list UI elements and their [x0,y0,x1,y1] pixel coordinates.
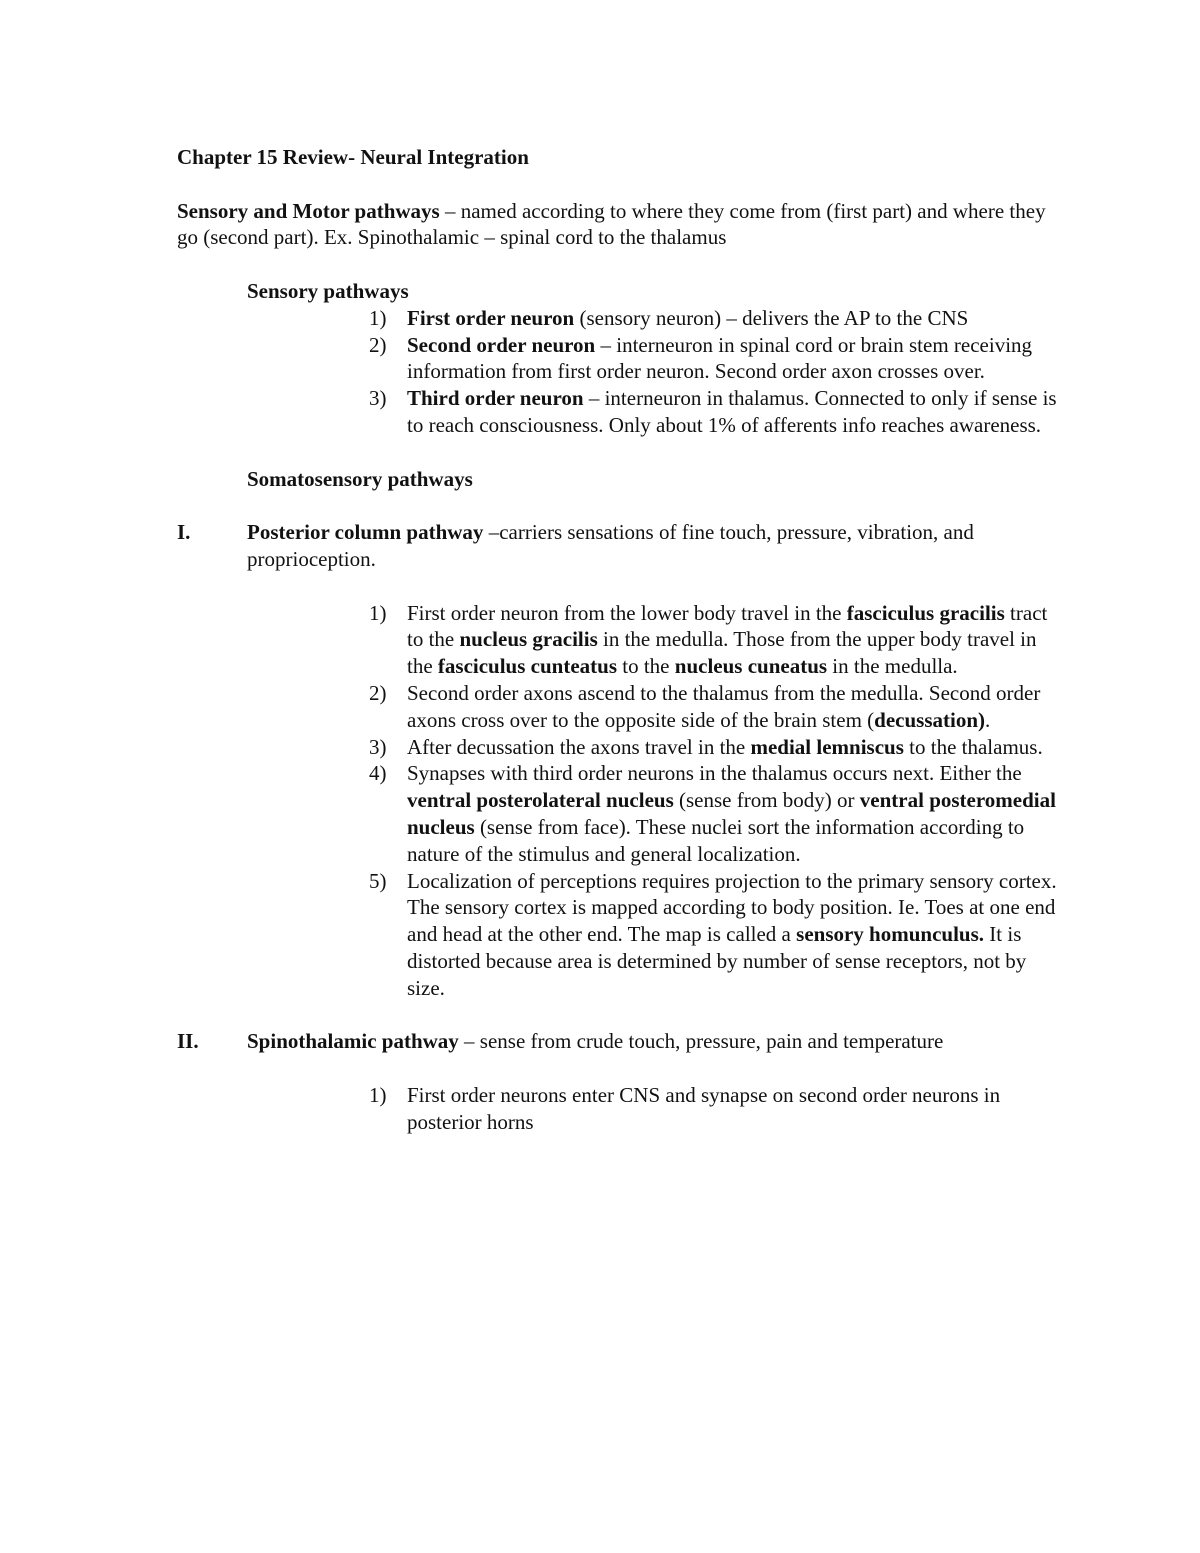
section-text: –carriers sensations of fine touch, pressure, vibration, and proprioception. [247,520,974,571]
page-title: Chapter 15 Review- Neural Integration [177,145,529,169]
section-term: Posterior column pathway [247,520,484,545]
list-item: 3) Third order neuron – interneuron in thalamus. Connected to only if sense is to reach consciousness. Only about 1% of afferents info reaches awareness. [369,386,1057,437]
list-number: 4) [369,761,387,786]
section-term: Spinothalamic pathway [247,1029,459,1054]
list-number: 3) [369,734,387,759]
list-item: 2) Second order neuron – interneuron in spinal cord or brain stem receiving information from first order neuron. Second order axon crosses over. [369,332,1033,384]
list-item: 4) Synapses with third order neurons in the thalamus occurs next. Either the ventral posterolateral nucleus (sense from body) or ventral posteromedial nucleus (sense from face). These nuclei sort the information according to nature of the stimulus and general localization. [369,761,1056,866]
somato-sections [177,519,1057,1135]
intro-term: Sensory and Motor pathways [177,198,440,223]
list-item: 1) First order neuron from the lower body travel in the fasciculus gracilis tract to the nucleus gracilis in the medulla. Those from the upper body travel in the fasciculus cunteatus to the nucleus cuneatus in the medulla. [369,600,1048,679]
section-heading [177,1028,1057,1055]
section-number: II. [177,1029,199,1054]
section-list [177,1082,1057,1136]
somato-heading: Somatosensory pathways [247,466,473,491]
list-item: 5) Localization of perceptions requires projection to the primary sensory cortex. The sensory cortex is mapped according to body position. Ie. Toes at one end and head at the other end. The map is called a sensory homunculus. It is distorted because area is determined by number of sense receptors, not by size. [369,868,1057,1000]
list-item: 3) After decussation the axons travel in the medial lemniscus to the thalamus. [369,734,1043,759]
list-item: 1) First order neuron (sensory neuron) – delivers the AP to the CNS [369,305,969,330]
section-heading [177,519,1057,573]
list-item: 2) Second order axons ascend to the thalamus from the medulla. Second order axons cross over to the opposite side of the brain stem (decussation). [369,680,1041,732]
intro-text: – named according to where they come from (first part) and where they go (second part). Ex. Spinothalamic – spinal cord to the thalamus [177,198,1046,250]
list-number: 1) [369,1082,387,1107]
sensory-heading: Sensory pathways [247,278,409,303]
document-body [177,144,1057,1135]
list-item: 1) First order neurons enter CNS and synapse on second order neurons in posterior horns [369,1082,1001,1134]
section-number: I. [177,520,191,545]
sensory-list [177,305,1057,439]
list-number: 1) [369,600,387,625]
section-list [177,600,1057,1002]
intro-paragraph [177,198,1057,252]
section-text: – sense from crude touch, pressure, pain and temperature [458,1029,944,1054]
list-number: 2) [369,680,387,705]
list-number: 5) [369,868,387,893]
